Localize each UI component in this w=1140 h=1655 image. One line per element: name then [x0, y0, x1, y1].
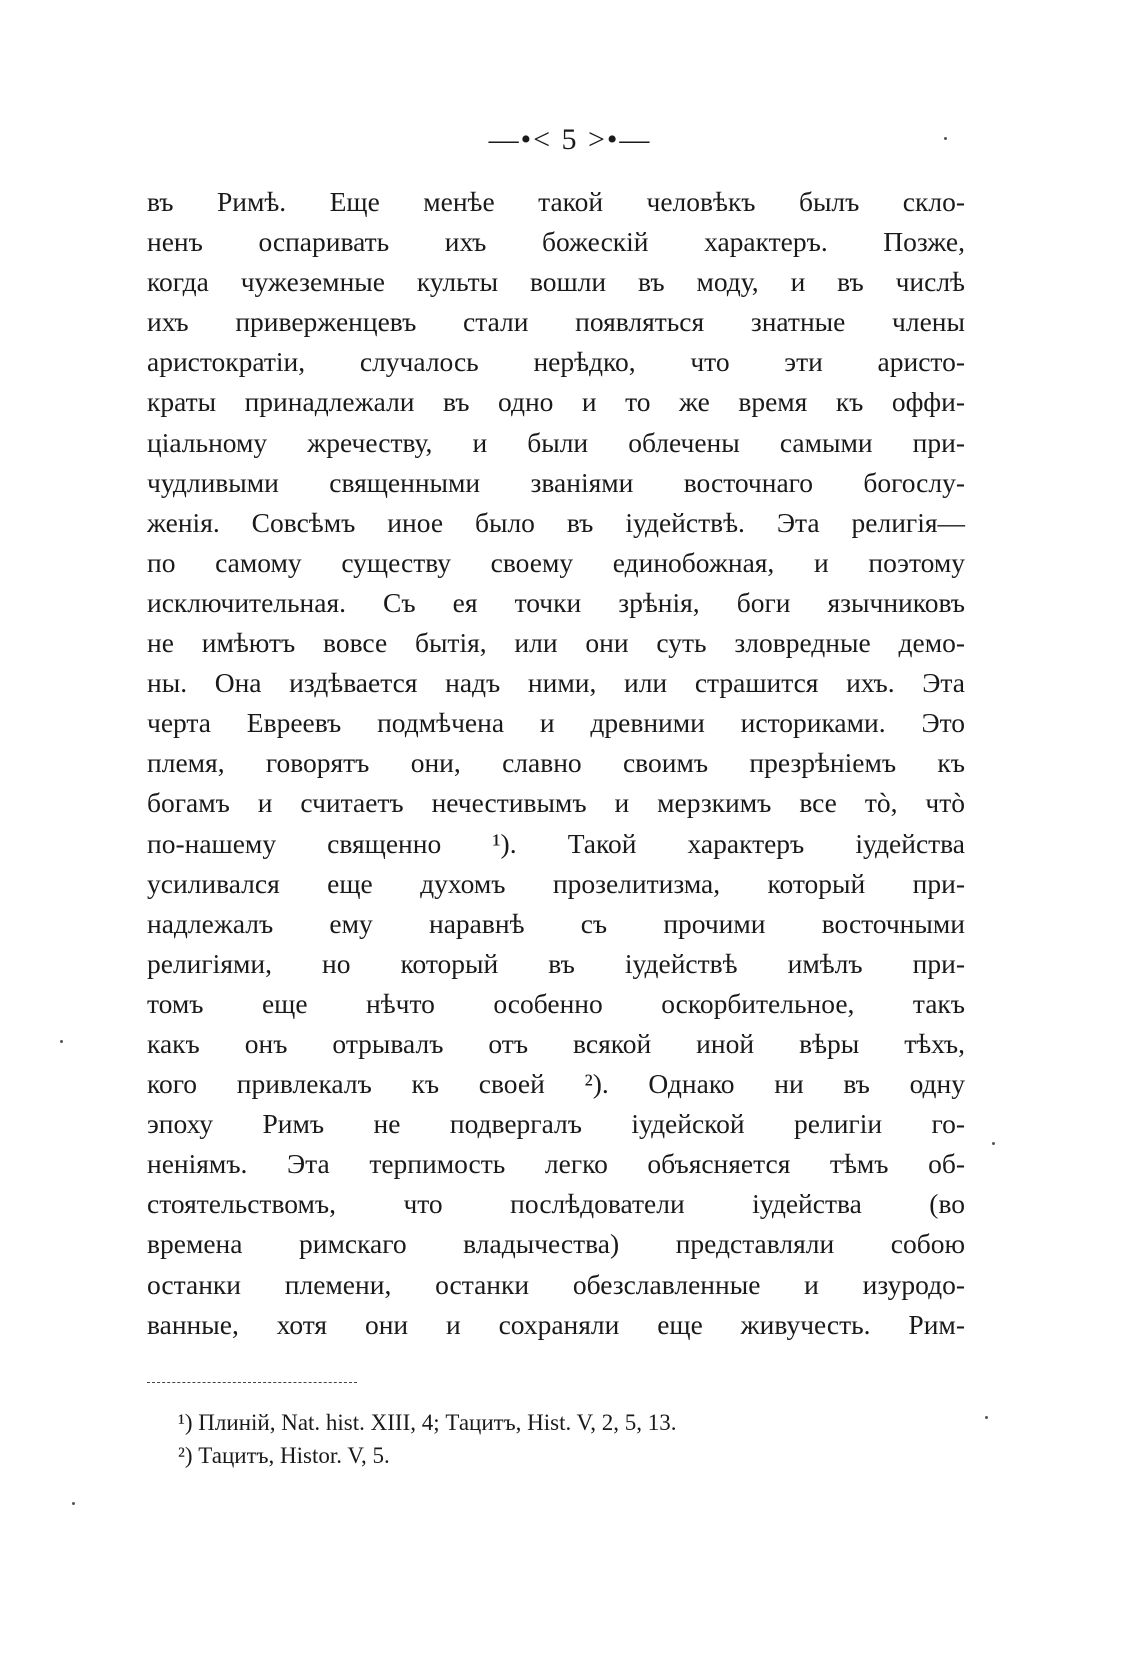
- text-line: племя, говорятъ они, славно своимъ презрѣніемъ къ: [147, 747, 965, 779]
- text-line: черта Евреевъ подмѣчена и древними историками. Это: [147, 707, 965, 739]
- footnote-1: ¹) Плиній, Nat. hist. XIII, 4; Тацитъ, Hist. V, 2, 5, 13.: [178, 1410, 677, 1435]
- text-line: когда чужеземные культы вошли въ моду, и въ числѣ: [147, 266, 965, 298]
- text-line: по самому существу своему единобожная, и поэтому: [147, 546, 965, 578]
- page-number: —•< 5 >•—: [488, 123, 652, 156]
- text-line: не имѣютъ вовсе бытія, или они суть зловредные демо-: [147, 627, 965, 659]
- text-line: неніямъ. Эта терпимость легко объясняется тѣмъ об-: [147, 1148, 965, 1180]
- text-line: женія. Совсѣмъ иное было въ іудействѣ. Эта религія—: [147, 506, 965, 538]
- text-line: надлежалъ ему наравнѣ съ прочими восточными: [147, 907, 965, 939]
- text-line: усиливался еще духомъ прозелитизма, который при-: [147, 867, 965, 899]
- scan-speck: [992, 1142, 995, 1145]
- scan-speck: [944, 137, 947, 140]
- text-line: ны. Она издѣвается надъ ними, или страшится ихъ. Эта: [147, 667, 965, 699]
- text-line: ціальному жречеству, и были облечены самыми при-: [147, 426, 965, 458]
- text-line: ненъ оспаривать ихъ божескій характеръ. Позже,: [147, 226, 965, 258]
- scan-speck: [72, 1502, 75, 1505]
- text-line: кого привлекалъ къ своей ²). Однако ни въ одну: [147, 1068, 965, 1100]
- text-line: богамъ и считаетъ нечестивымъ и мерзкимъ все тò, чтò: [147, 787, 965, 819]
- text-line: какъ онъ отрывалъ отъ всякой иной вѣры тѣхъ,: [147, 1027, 965, 1059]
- text-line: аристократіи, случалось нерѣдко, что эти аристо-: [147, 346, 965, 378]
- text-line: эпоху Римъ не подвергалъ іудейской религіи го-: [147, 1108, 965, 1140]
- main-text: [147, 182, 965, 1345]
- footnotes: [178, 1406, 938, 1472]
- text-line: въ Римѣ. Еще менѣе такой человѣкъ былъ скло-: [147, 186, 965, 217]
- text-line: ихъ приверженцевъ стали появляться знатные члены: [147, 306, 965, 338]
- scan-speck: [985, 1416, 988, 1419]
- footnote-divider: [147, 1382, 357, 1383]
- text-line: религіями, но который въ іудействѣ имѣлъ при-: [147, 947, 965, 979]
- text-line: по-нашему священно ¹). Такой характеръ іудейства: [147, 827, 965, 859]
- text-line: времена римскаго владычества) представляли собою: [147, 1228, 965, 1260]
- text-line: исключительная. Съ ея точки зрѣнія, боги язычниковъ: [147, 586, 965, 618]
- text-line: останки племени, останки обезславленные и изуродо-: [147, 1268, 965, 1300]
- text-line: чудливыми священными званіями восточнаго богослу-: [147, 466, 965, 498]
- text-line: стоятельствомъ, что послѣдователи іудейства (во: [147, 1188, 965, 1220]
- scan-speck: [60, 1040, 63, 1043]
- text-line: краты принадлежали въ одно и то же время къ оффи-: [147, 386, 965, 418]
- text-line: ванные, хотя они и сохраняли еще живучесть. Рим-: [147, 1308, 965, 1340]
- footnote-2: ²) Тацитъ, Histor. V, 5.: [178, 1443, 390, 1468]
- text-line: томъ еще нѣчто особенно оскорбительное, такъ: [147, 987, 965, 1019]
